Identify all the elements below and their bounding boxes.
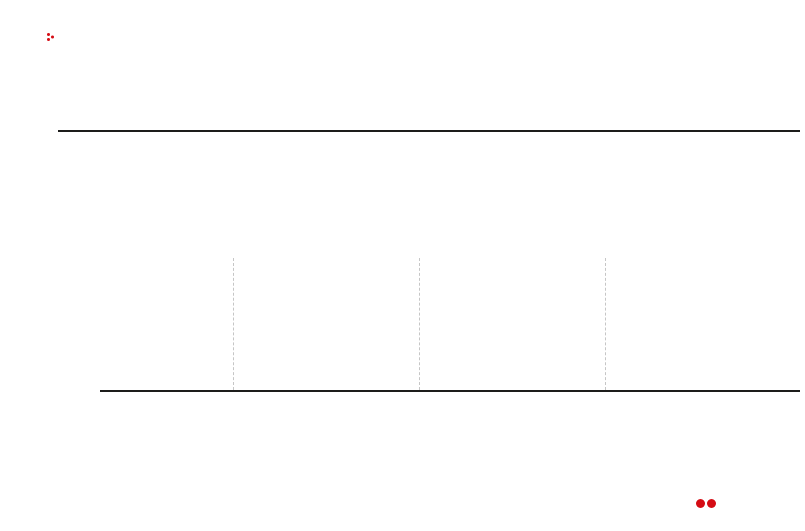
phonogram-icon	[707, 499, 716, 508]
copyright-icon	[696, 499, 705, 508]
legend-ogolem-swatch	[633, 243, 641, 251]
footer-marks	[696, 499, 720, 508]
top-chart-baseline	[58, 130, 800, 133]
bottom-chart-plot	[100, 312, 800, 391]
section2-legend	[633, 243, 645, 251]
bottom-chart-callouts	[0, 392, 805, 510]
legend-2014-swatch	[694, 38, 703, 47]
legend-item-2009	[663, 38, 676, 47]
top-chart-yaxis	[36, 57, 54, 131]
bottom-chart-yaxis	[75, 312, 96, 391]
red-dots-icon	[47, 33, 50, 36]
legend-2009-swatch	[663, 38, 672, 47]
top-chart-plot	[58, 57, 800, 131]
top-chart-legend	[663, 38, 707, 47]
legend-item-2014	[694, 38, 707, 47]
